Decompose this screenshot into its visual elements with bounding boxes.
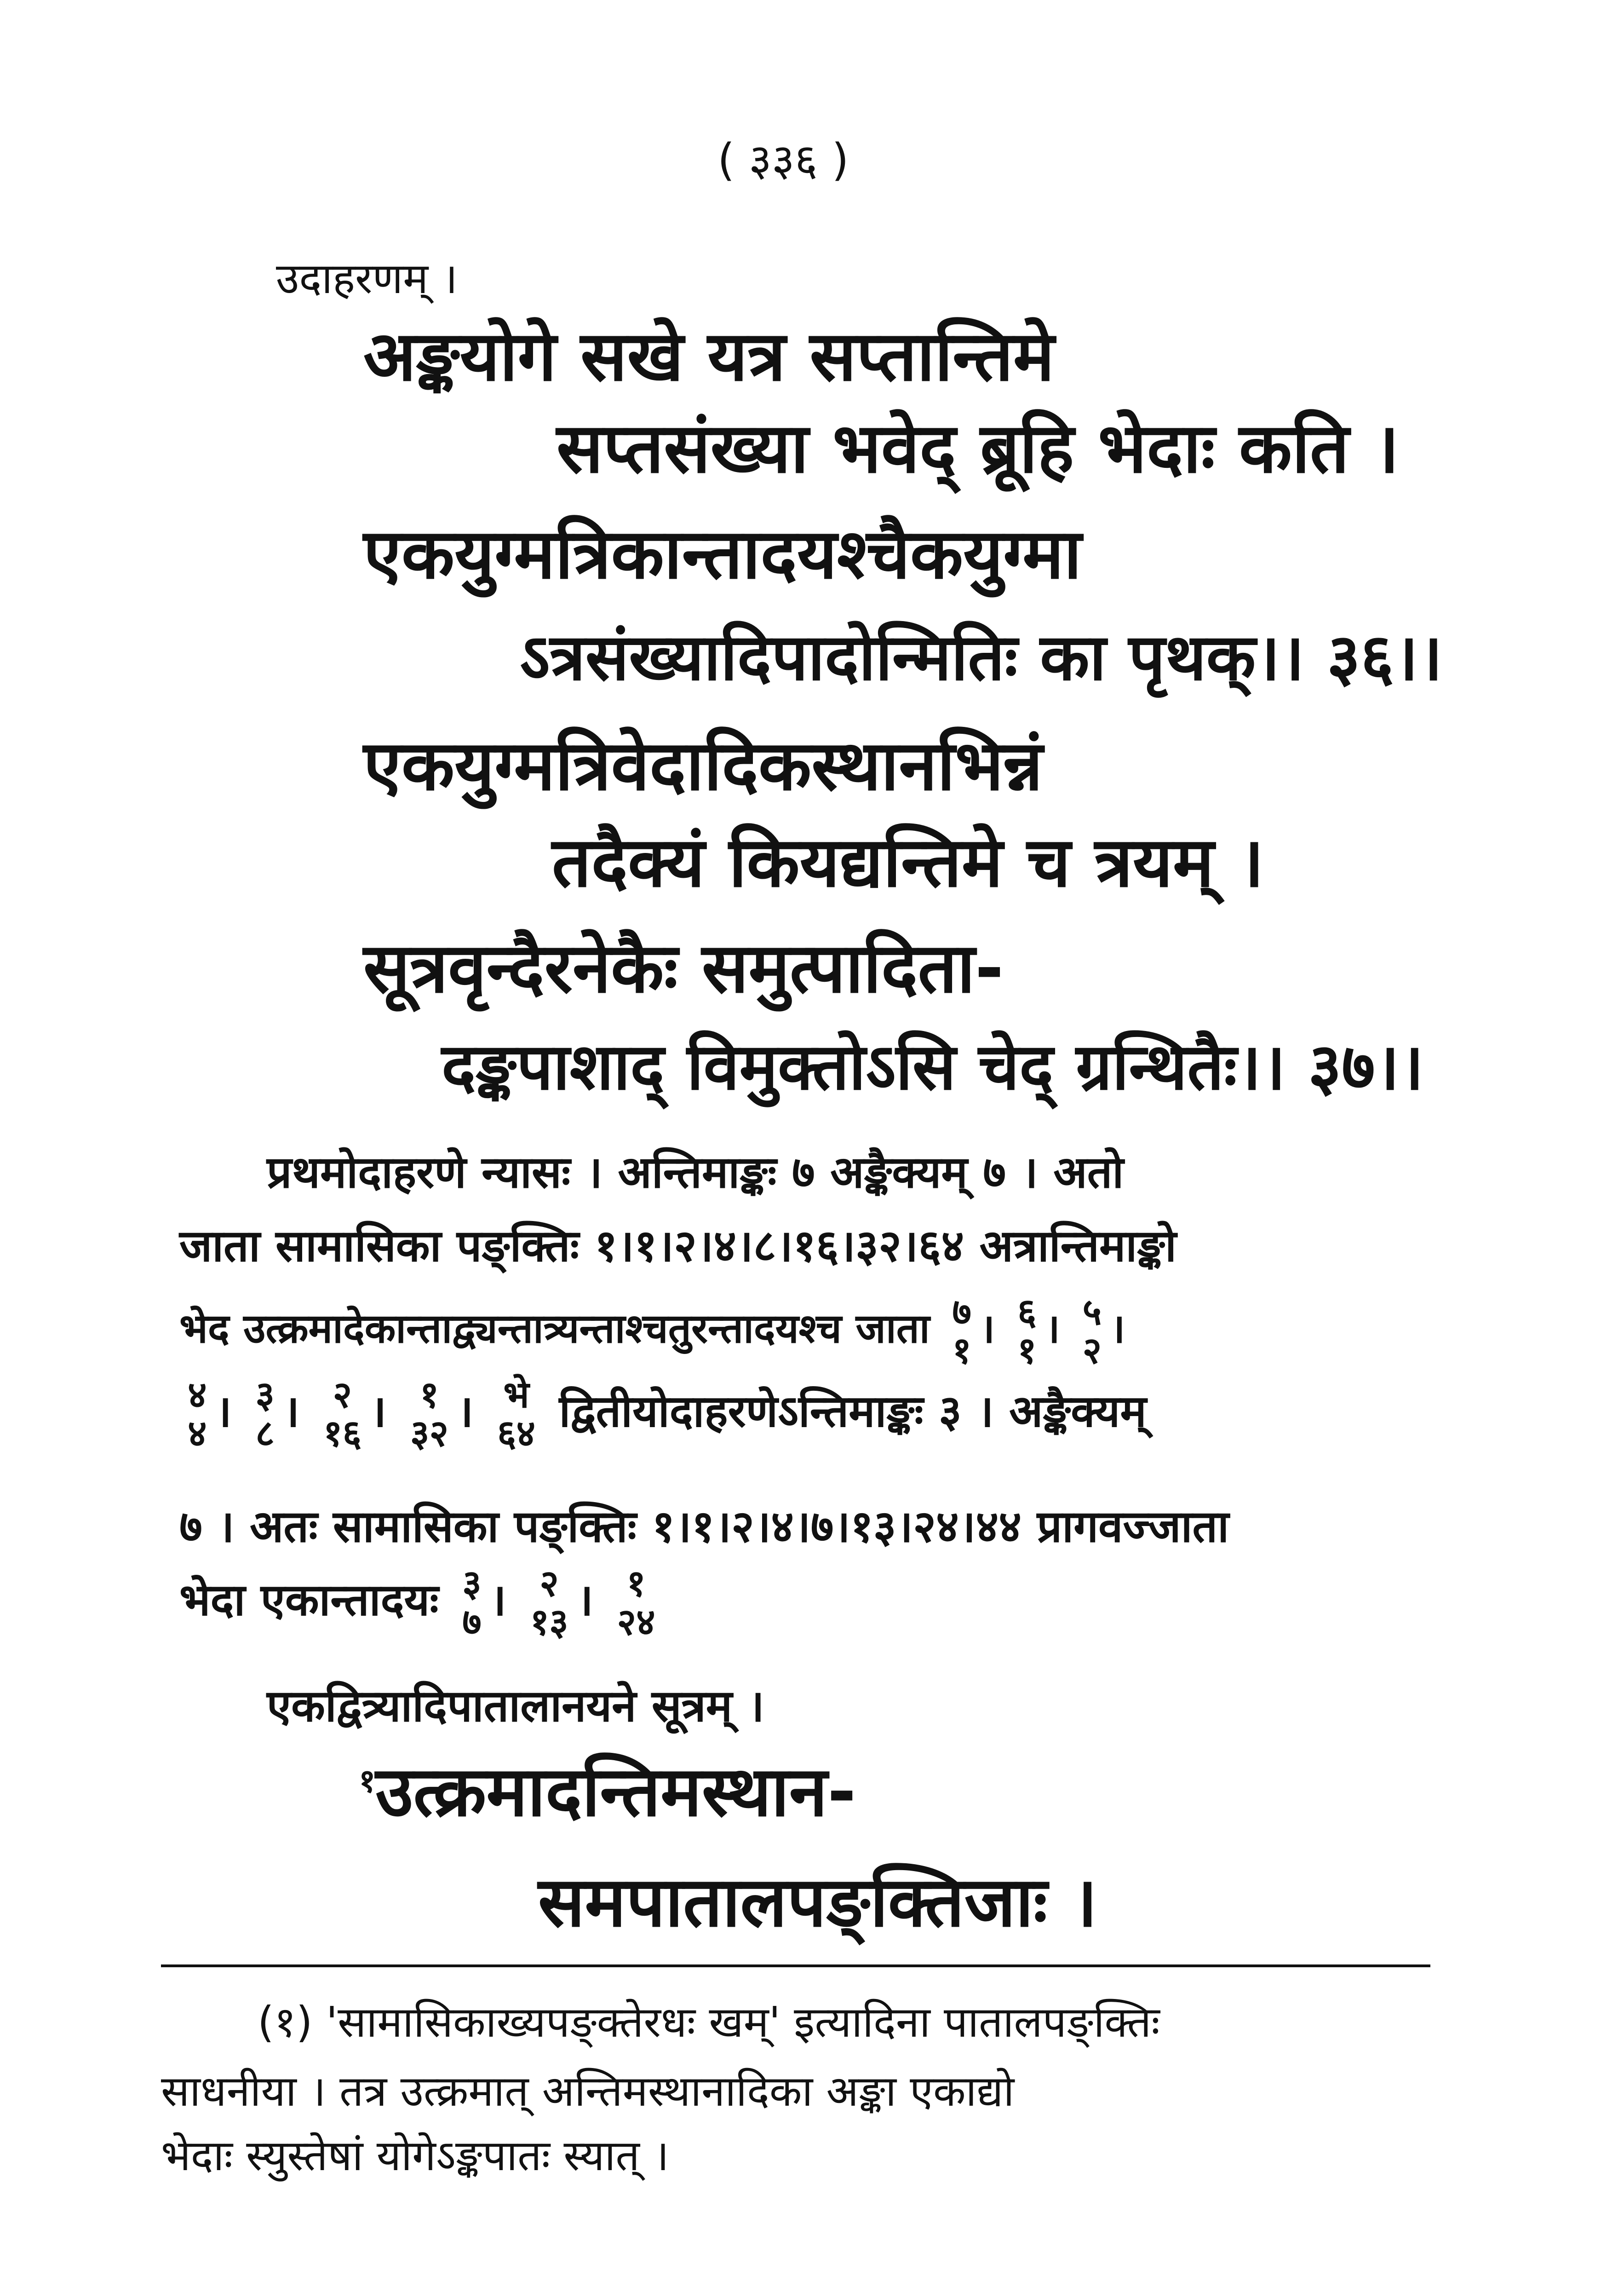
footnote-line-1: (१) 'सामासिकाख्यपङ्क्तेरधः खम्' इत्यादिना पातालपङ्क्तिः [258,1998,1160,2047]
prose-line-2: जाता सामासिका पङ्क्तिः १।१।२।४।८।१६।३२।६४ अत्रान्तिमाङ्को [179,1220,1176,1272]
verse-line-1: अङ्कयोगे सखे यत्र सप्तान्तिमे [363,317,1055,397]
example-heading: उदाहरणम् । [276,254,458,303]
prose-line-4-text: द्वितीयोदाहरणेऽन्तिमाङ्कः ३ । अङ्कैक्यम् [559,1385,1147,1437]
fraction: भे ६४ [497,1373,536,1455]
prose-line-6: भेदा एकान्तादयः ३ ७ । २ १३ । १ २४ [179,1562,655,1643]
prose-line-4: ४ ४ । ३ ८ । २ १६ । १ ३२ । भे ६४ द्वितीयोदाहरणेऽन्तिमाङ्कः ३ । अङ्कैक्यम् [188,1373,1147,1455]
fraction: २ १६ [323,1373,362,1455]
fraction: ७ १ [952,1290,971,1372]
fraction: ३ ७ [462,1562,482,1643]
sutra-line-1 [359,1752,856,1832]
footnote-line-3: भेदाः स्युस्तेषां योगेऽङ्कपातः स्यात् । [161,2131,669,2180]
footnote-divider [161,1964,1430,1967]
prose-line-5: ७ । अतः सामासिका पङ्क्तिः १।१।२।४।७।१३।२४।४४ प्रागवज्जाता [179,1501,1229,1552]
fraction: ५ २ [1082,1290,1102,1372]
page-number: ( ३३६ ) [717,134,849,186]
verse-line-5: एकयुग्मत्रिवेदादिकस्थानभिन्नं [363,726,1043,806]
prose-line-6-text: भेदा एकान्तादयः [179,1574,439,1626]
verse-line-8: दङ्कपाशाद् विमुक्तोऽसि चेद् ग्रन्थितैः।। ३७।। [442,1030,1424,1105]
verse-line-7: सूत्रवृन्दैरनेकैः समुत्पादिता- [363,928,1004,1008]
footnote-line-2: साधनीया । तत्र उत्क्रमात् अन्तिमस्थानादिका अङ्का एकाद्यो [161,2067,1015,2116]
fraction: १ ३२ [410,1373,449,1455]
verse-line-2: सप्तसंख्या भवेद् ब्रूहि भेदाः कति । [557,409,1400,489]
prose-line-3: भेद उत्क्रमादेकान्ताद्व्यन्तात्र्यन्ताश्चतुरन्तादयश्च जाता ७ १ । ६ १ । ५ २ । [179,1290,1125,1372]
prose-line-1: प्रथमोदाहरणे न्यासः । अन्तिमाङ्कः ७ अङ्कैक्यम् ७ । अतो [267,1146,1124,1198]
sutra-line-2: समपातालपङ्क्तिजाः । [538,1862,1098,1942]
sutra-line-1-text: उत्क्रमादन्तिमस्थान- [375,1752,856,1832]
verse-line-3: एकयुग्मत्रिकान्तादयश्चैकयुग्मा [363,514,1082,594]
fraction: २ १३ [530,1562,568,1643]
fraction: ६ १ [1017,1290,1037,1372]
fraction: ४ ४ [188,1373,207,1455]
fraction: १ २४ [617,1562,655,1643]
sutra-heading: एकद्वित्र्यादिपातालानयने सूत्रम् । [267,1680,764,1732]
fraction: ३ ८ [255,1373,275,1455]
footnote-marker: १ [359,1762,376,1800]
verse-line-4: ऽत्रसंख्यादिपादोन्मितिः का पृथक्।। ३६।। [520,620,1443,695]
verse-line-6: तदैक्यं कियद्यन्तिमे च त्रयम् । [552,823,1264,903]
prose-line-3-text: भेद उत्क्रमादेकान्ताद्व्यन्तात्र्यन्ताश्चतुरन्तादयश्च जाता [179,1304,930,1352]
